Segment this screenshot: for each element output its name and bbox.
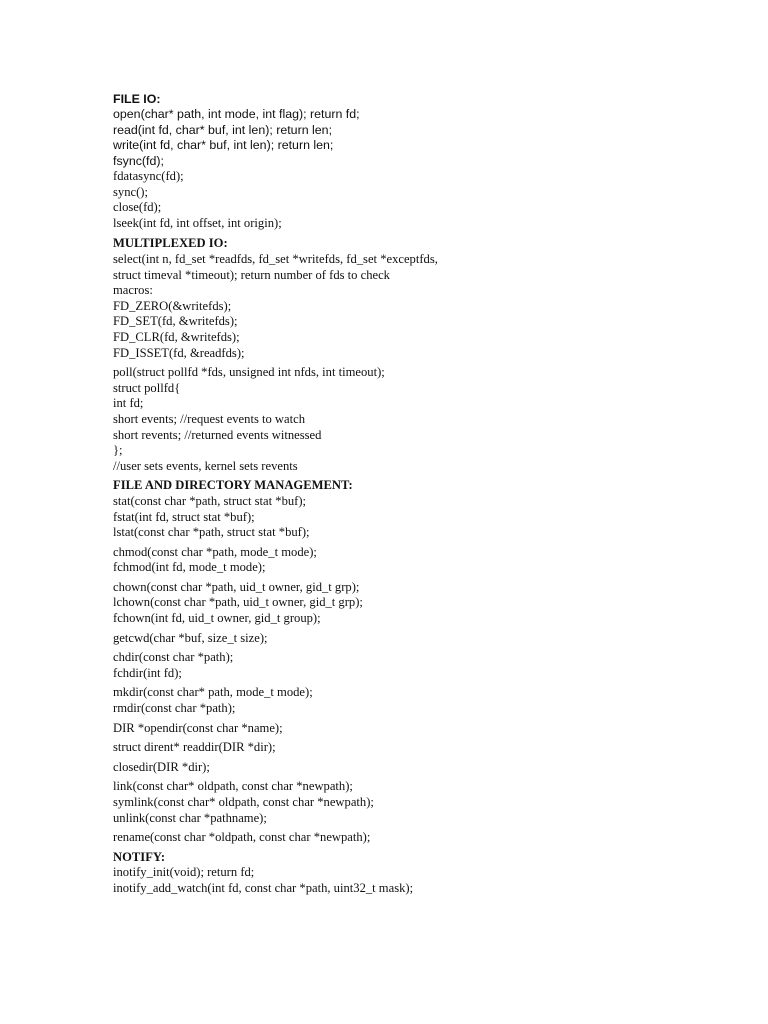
code-line: inotify_init(void); return fd;	[113, 865, 255, 880]
code-line: open(char* path, int mode, int flag); return fd;	[113, 107, 360, 122]
code-line: lstat(const char *path, struct stat *buf);	[113, 525, 310, 540]
notify-heading: NOTIFY:	[113, 849, 166, 864]
code-line: struct pollfd{	[113, 380, 181, 395]
notify-section	[113, 850, 733, 897]
code-line: struct timeval *timeout); return number of fds to check	[113, 267, 390, 282]
code-line: rmdir(const char *path);	[113, 701, 236, 716]
file-io-section	[113, 92, 733, 231]
code-line: select(int n, fd_set *readfds, fd_set *writefds, fd_set *exceptfds,	[113, 252, 438, 266]
code-line: rename(const char *oldpath, const char *newpath);	[113, 830, 371, 845]
code-line: symlink(const char* oldpath, const char *newpath);	[113, 795, 374, 809]
code-line: struct dirent* readdir(DIR *dir);	[113, 740, 276, 755]
code-line: fstat(int fd, struct stat *buf);	[113, 509, 255, 524]
code-line: chown(const char *path, uid_t owner, gid_t grp);	[113, 579, 360, 594]
code-line: close(fd);	[113, 200, 162, 215]
code-line: unlink(const char *pathname);	[113, 810, 267, 825]
multiplexed-io-section	[113, 236, 733, 474]
code-line: chmod(const char *path, mode_t mode);	[113, 544, 317, 559]
code-line: chdir(const char *path);	[113, 650, 234, 665]
code-line: //user sets events, kernel sets revents	[113, 458, 298, 473]
code-line: lchown(const char *path, uid_t owner, gid_t grp);	[113, 595, 363, 610]
code-line: fchown(int fd, uid_t owner, gid_t group);	[113, 611, 321, 626]
multiplexed-io-heading: MULTIPLEXED IO:	[113, 236, 228, 251]
code-line: sync();	[113, 184, 148, 199]
file-io-heading: FILE IO:	[113, 92, 161, 106]
code-line: FD_ZERO(&writefds);	[113, 298, 232, 313]
code-line: closedir(DIR *dir);	[113, 759, 210, 774]
code-line: read(int fd, char* buf, int len); return len;	[113, 122, 333, 137]
code-line: lseek(int fd, int offset, int origin);	[113, 215, 282, 230]
code-line: int fd;	[113, 396, 144, 411]
code-line: short revents; //returned events witnessed	[113, 427, 322, 442]
code-line: FD_ISSET(fd, &readfds);	[113, 345, 245, 360]
file-dir-mgmt-section	[113, 478, 733, 845]
code-line: getcwd(char *buf, size_t size);	[113, 630, 268, 645]
code-line: mkdir(const char* path, mode_t mode);	[113, 685, 313, 700]
code-line: write(int fd, char* buf, int len); return len;	[113, 138, 334, 153]
code-line: FD_CLR(fd, &writefds);	[113, 329, 240, 344]
file-dir-mgmt-heading: FILE AND DIRECTORY MANAGEMENT:	[113, 478, 353, 493]
code-line: fchmod(int fd, mode_t mode);	[113, 560, 266, 575]
code-line: fsync(fd);	[113, 153, 164, 168]
code-line: DIR *opendir(const char *name);	[113, 720, 283, 735]
code-line: macros:	[113, 283, 153, 298]
code-line: link(const char* oldpath, const char *newpath);	[113, 779, 353, 794]
document-content	[113, 92, 733, 897]
code-line: stat(const char *path, struct stat *buf);	[113, 493, 307, 508]
code-line: inotify_add_watch(int fd, const char *path, uint32_t mask);	[113, 880, 414, 895]
code-line: };	[113, 443, 123, 458]
code-line: fchdir(int fd);	[113, 665, 182, 680]
code-line: fdatasync(fd);	[113, 169, 184, 184]
code-line: short events; //request events to watch	[113, 411, 306, 426]
code-line: poll(struct pollfd *fds, unsigned int nfds, int timeout);	[113, 365, 385, 380]
code-line: FD_SET(fd, &writefds);	[113, 314, 238, 329]
